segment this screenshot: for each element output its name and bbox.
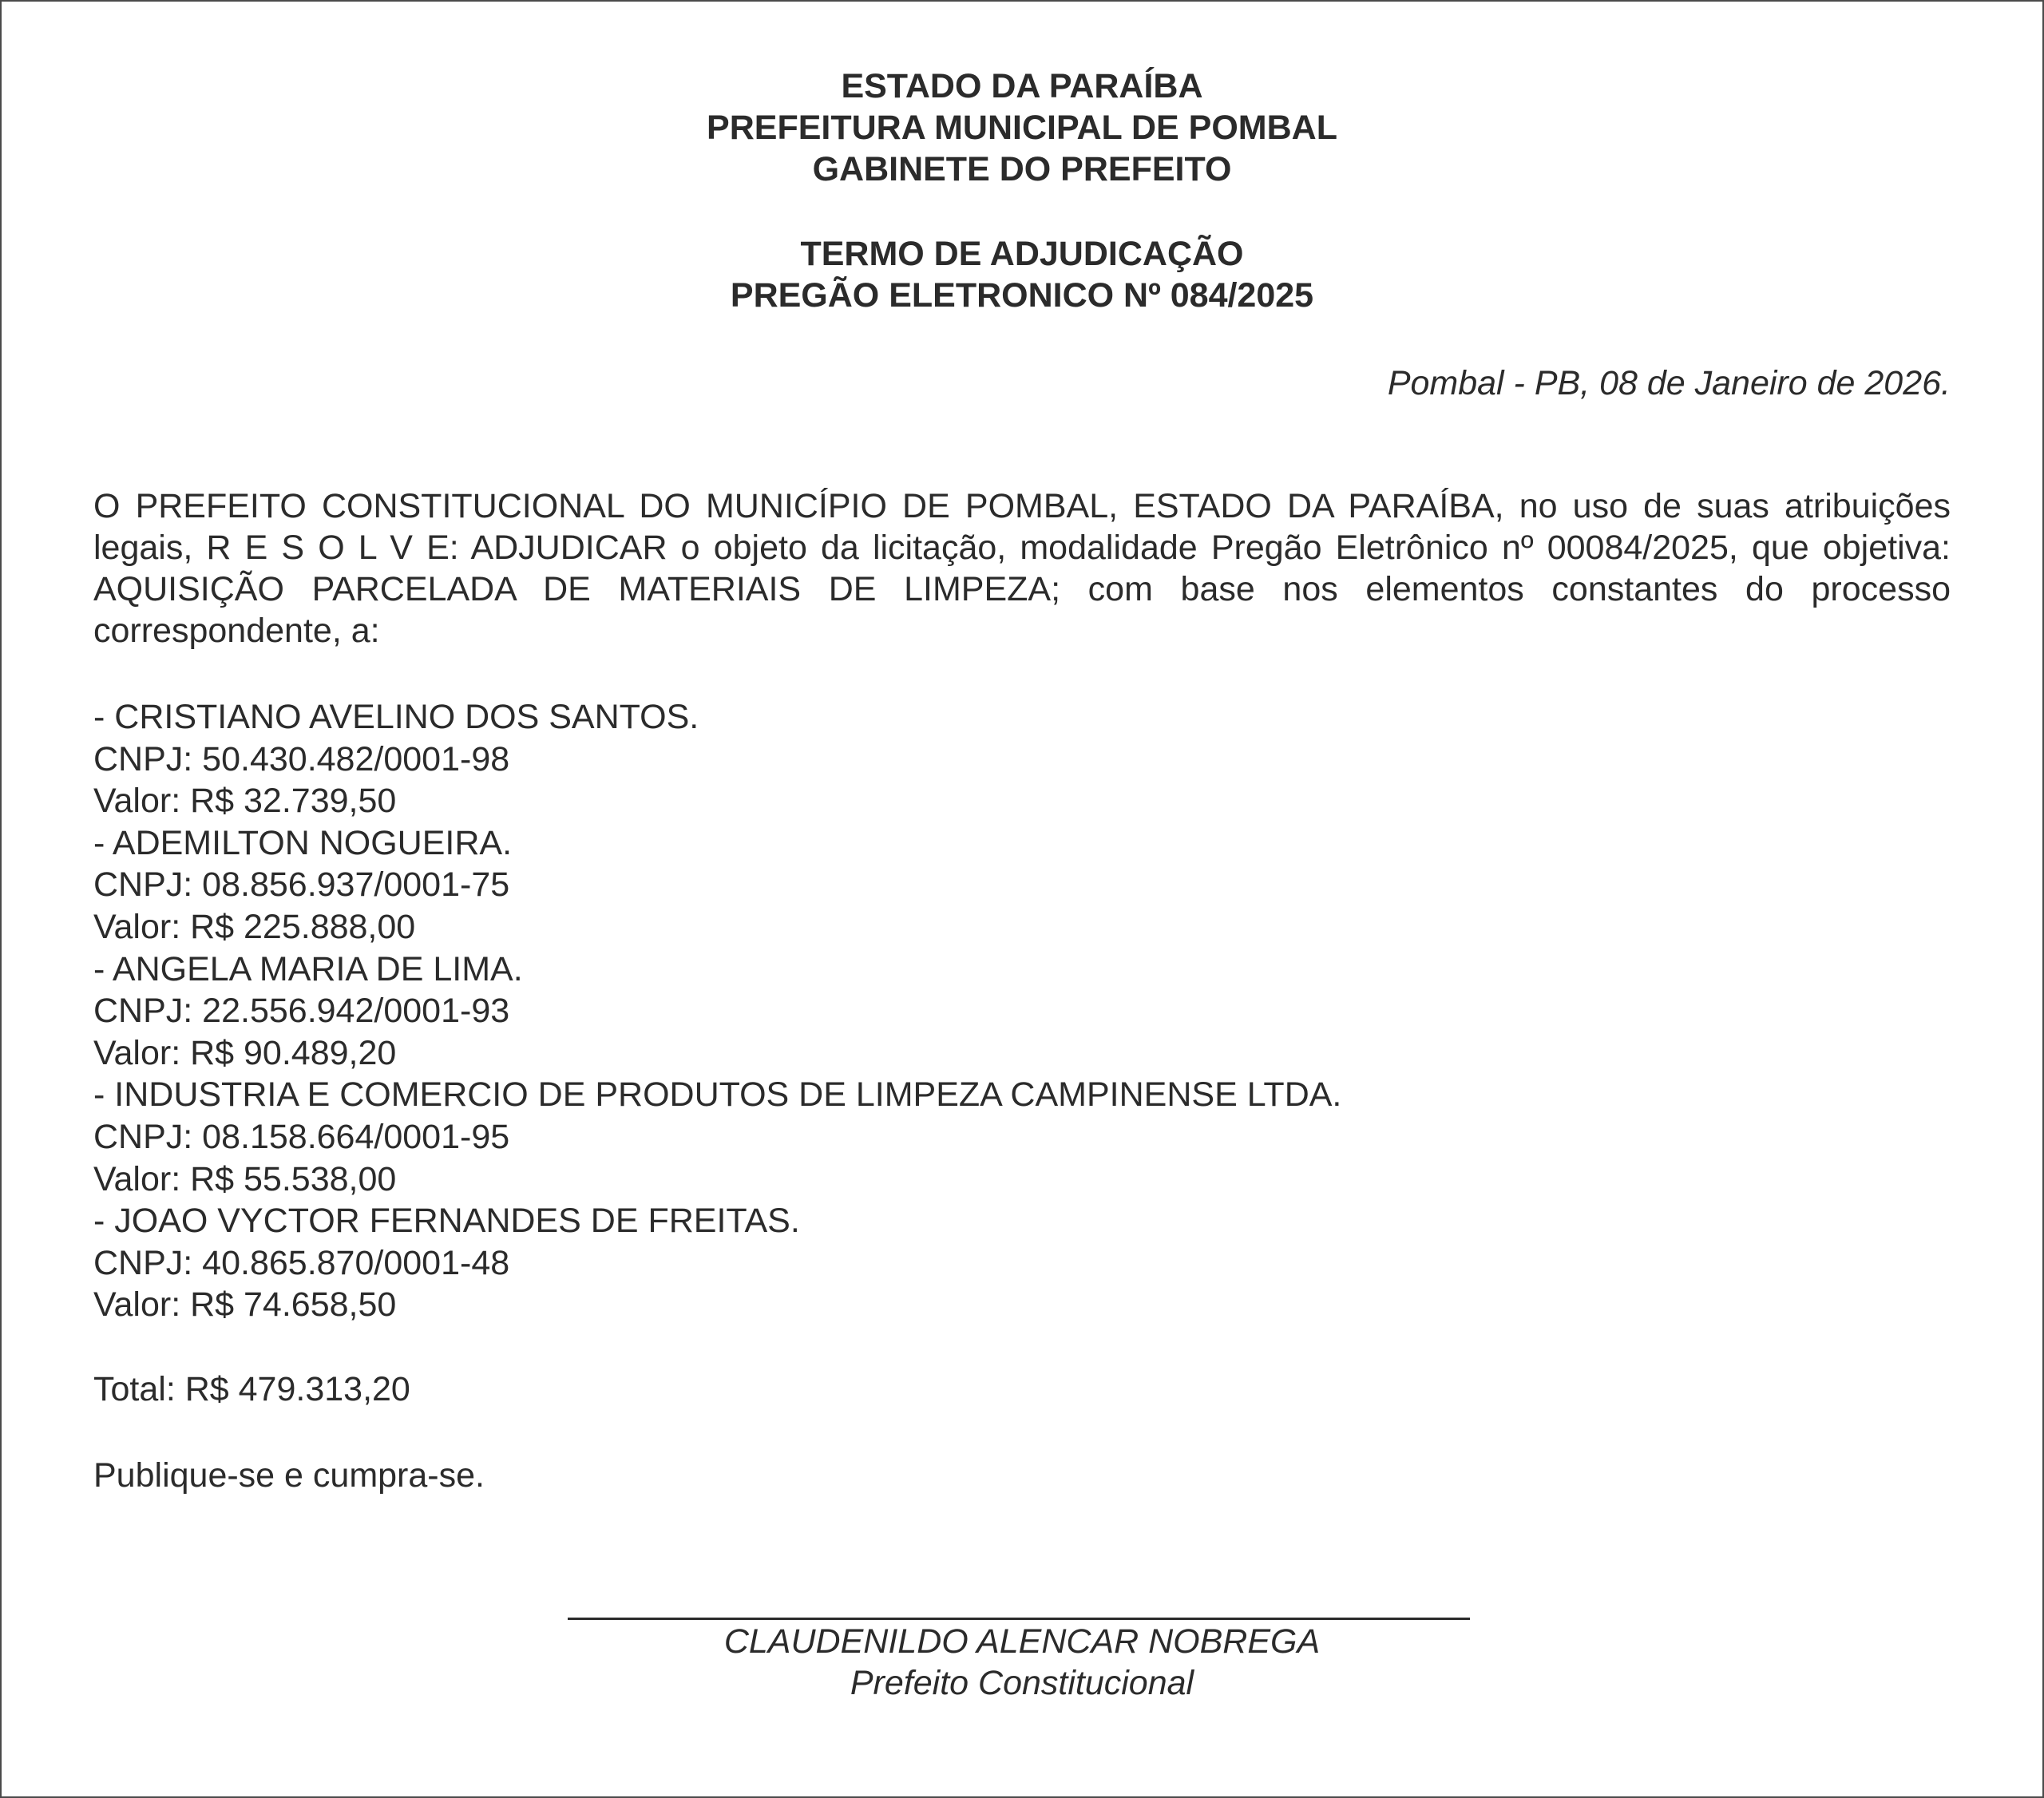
- awardees-list: [93, 696, 1341, 1326]
- signatory-role: Prefeito Constitucional: [850, 1664, 1194, 1702]
- resolution-paragraph: O PREFEITO CONSTITUCIONAL DO MUNICÍPIO DE POMBAL, ESTADO DA PARAÍBA, no uso de suas atribuições legais, R E S O L V E: ADJUDICAR o objeto da licitação, modalidade Pregão Eletrônico nº 00084/2025, que objetiva: AQUISIÇÃO PARCELADA DE MATERIAIS DE LIMPEZA; com base nos elementos constantes do processo correspondente, a:: [93, 487, 1951, 650]
- awardee-value: Valor: R$ 55.538,00: [93, 1159, 397, 1198]
- awardee-name: - JOAO VYCTOR FERNANDES DE FREITAS.: [93, 1202, 800, 1241]
- awardee-name: - INDUSTRIA E COMERCIO DE PRODUTOS DE LIMPEZA CAMPINENSE LTDA.: [93, 1075, 1342, 1115]
- document-header: [0, 65, 2044, 190]
- awardee-value: Valor: R$ 74.658,50: [93, 1285, 397, 1325]
- document-date: Pombal - PB, 08 de Janeiro de 2026.: [1387, 364, 1951, 402]
- awardee-name: - ANGELA MARIA DE LIMA.: [93, 949, 523, 988]
- total-value: Total: R$ 479.313,20: [93, 1370, 410, 1408]
- title-auction-number: PREGÃO ELETRONICO Nº 084/2025: [730, 276, 1314, 315]
- signature-block: [0, 1621, 2044, 1704]
- header-office: GABINETE DO PREFEITO: [812, 150, 1232, 188]
- document-title: [0, 233, 2044, 316]
- awardee-value: Valor: R$ 225.888,00: [93, 907, 416, 946]
- awardee-name: - CRISTIANO AVELINO DOS SANTOS.: [93, 698, 699, 736]
- awardee-cnpj: CNPJ: 50.430.482/0001-98: [93, 739, 510, 778]
- signatory-name: CLAUDENILDO ALENCAR NOBREGA: [723, 1622, 1321, 1661]
- awardee-cnpj: CNPJ: 22.556.942/0001-93: [93, 992, 510, 1031]
- title-term: TERMO DE ADJUDICAÇÃO: [800, 235, 1244, 273]
- closing-statement: Publique-se e cumpra-se.: [93, 1456, 485, 1495]
- awardee-value: Valor: R$ 90.489,20: [93, 1033, 397, 1072]
- awardee-cnpj: CNPJ: 08.856.937/0001-75: [93, 865, 510, 905]
- signature-line: [568, 1618, 1470, 1620]
- awardee-cnpj: CNPJ: 40.865.870/0001-48: [93, 1243, 510, 1282]
- awardee-name: - ADEMILTON NOGUEIRA.: [93, 823, 513, 862]
- awardee-cnpj: CNPJ: 08.158.664/0001-95: [93, 1117, 510, 1156]
- header-city-hall: PREFEITURA MUNICIPAL DE POMBAL: [707, 109, 1337, 147]
- header-state: ESTADO DA PARAÍBA: [841, 67, 1203, 105]
- awardee-value: Valor: R$ 32.739,50: [93, 782, 397, 821]
